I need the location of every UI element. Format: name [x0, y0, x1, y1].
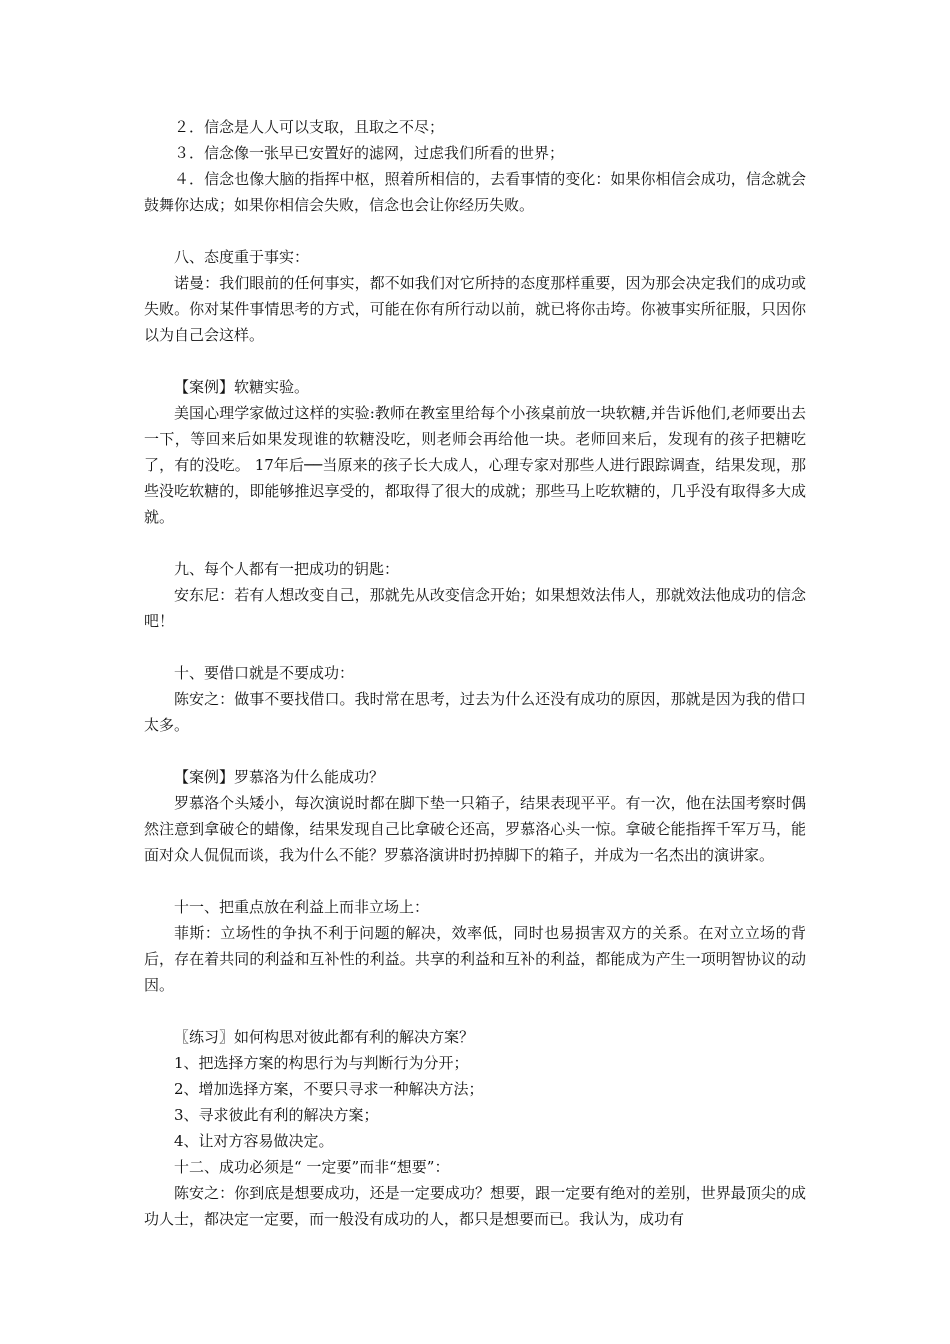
exercise-item-4: 4、让对方容易做决定。	[174, 1132, 334, 1150]
section-quote-11: 菲斯：立场性的争执不利于问题的解决，效率低，同时也易损害双方的关系。在对立立场的背后，存在着共同的利益和互补性的利益。共享的利益和互补的利益，都能成为产生一项明智协议的动因。	[144, 924, 806, 994]
belief-item-3: ３．信念像一张早已安置好的滤网，过虑我们所看的世界；	[174, 144, 565, 162]
section-heading-12: 十二、成功必须是“ 一定要”而非“想要”：	[174, 1158, 450, 1176]
case-title-soft-candy: 【案例】软糖实验。	[174, 378, 310, 396]
exercise-item-1: 1、把选择方案的构思行为与判断行为分开；	[174, 1054, 469, 1072]
exercise-item-3: 3、寻求彼此有利的解决方案；	[174, 1106, 379, 1124]
section-heading-11: 十一、把重点放在利益上而非立场上：	[174, 898, 430, 916]
section-heading-9: 九、每个人都有一把成功的钥匙：	[174, 560, 400, 578]
belief-item-4: ４．信念也像大脑的指挥中枢，照着所相信的，去看事情的变化：如果你相信会成功，信念就会鼓舞你达成；如果你相信会失败，信念也会让你经历失败。	[144, 170, 806, 214]
section-heading-8: 八、态度重于事实：	[174, 248, 310, 266]
section-quote-12: 陈安之：你到底是想要成功，还是一定要成功？想要，跟一定要有绝对的差别，世界最顶尖的成功人士，都决定一定要，而一般没有成功的人，都只是想要而已。我认为，成功有	[144, 1184, 806, 1228]
case-title-romulo: 【案例】罗慕洛为什么能成功？	[174, 768, 385, 786]
document-body	[144, 114, 806, 1232]
section-heading-10: 十、要借口就是不要成功：	[174, 664, 355, 682]
case-body-soft-candy: 美国心理学家做过这样的实验:教师在教室里给每个小孩桌前放一块软糖,并告诉他们,老师要出去一下，等回来后如果发现谁的软糖没吃，则老师会再给他一块。老师回来后，发现有的孩子把糖吃了，有的没吃。 17年后──当原来的孩子长大成人，心理专家对那些人进行跟踪调查，结果发现，那些没吃软糖的，即能够推迟享受的，都取得了很大的成就；那些马上吃软糖的，几乎没有取得多大成就。	[144, 404, 806, 526]
case-body-romulo: 罗慕洛个头矮小，每次演说时都在脚下垫一只箱子，结果表现平平。有一次，他在法国考察时偶然注意到拿破仑的蜡像，结果发现自己比拿破仑还高，罗慕洛心头一惊。拿破仑能指挥千军万马，能面对众人侃侃而谈，我为什么不能？罗慕洛演讲时扔掉脚下的箱子，并成为一名杰出的演讲家。	[144, 794, 806, 864]
exercise-item-2: 2、增加选择方案，不要只寻求一种解决方法；	[174, 1080, 484, 1098]
section-quote-10: 陈安之：做事不要找借口。我时常在思考，过去为什么还没有成功的原因，那就是因为我的借口太多。	[144, 690, 806, 734]
section-quote-9: 安东尼：若有人想改变自己，那就先从改变信念开始；如果想效法伟人，那就效法他成功的信念吧！	[144, 586, 806, 630]
section-quote-8: 诺曼：我们眼前的任何事实，都不如我们对它所持的态度那样重要，因为那会决定我们的成功或失败。你对某件事情思考的方式，可能在你有所行动以前，就已将你击垮。你被事实所征服，只因你以为自己会这样。	[144, 274, 806, 344]
exercise-title: 〖练习〗如何构思对彼此都有利的解决方案？	[174, 1028, 475, 1046]
belief-item-2: ２．信念是人人可以支取，且取之不尽；	[174, 118, 445, 136]
